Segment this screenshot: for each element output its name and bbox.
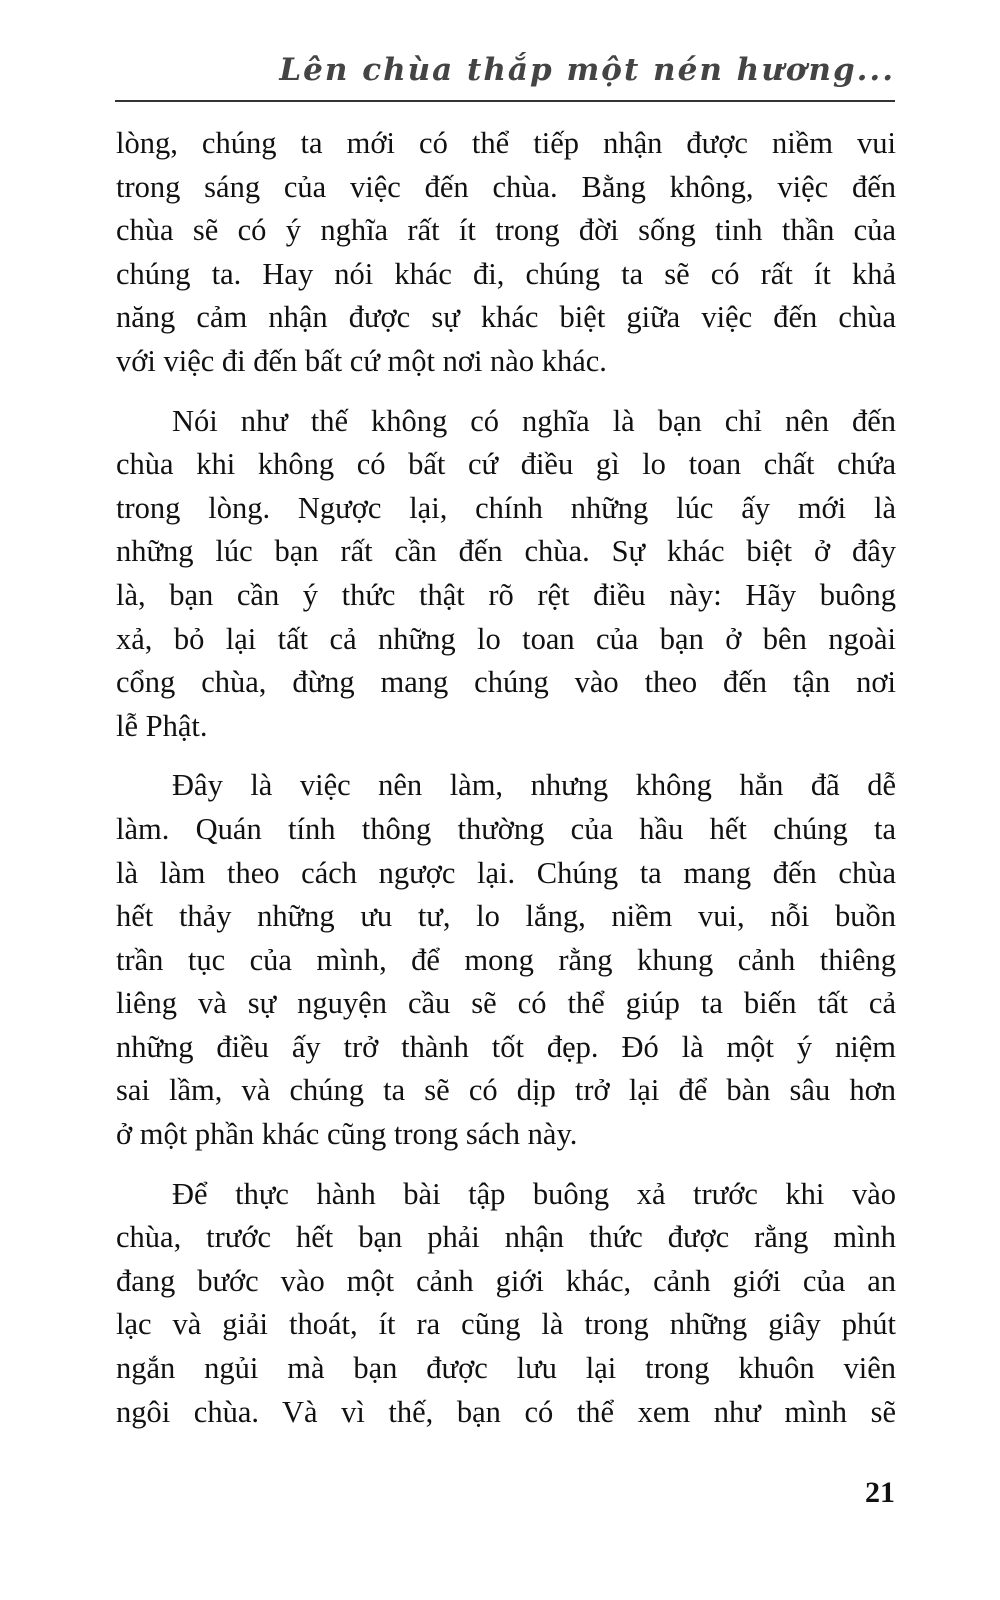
text-line: là làm theo cách ngược lại. Chúng ta mang đến chùa xyxy=(116,855,896,890)
text-line: hết thảy những ưu tư, lo lắng, niềm vui, nỗi buồn xyxy=(116,899,896,934)
text-line: lòng, chúng ta mới có thể tiếp nhận được niềm vui xyxy=(116,126,896,160)
text-line: chùa khi không có bất cứ điều gì lo toan chất chứa xyxy=(116,447,896,482)
text-line: trong sáng của việc đến chùa. Bằng không, việc đến xyxy=(116,169,896,204)
text-line: những điều ấy trở thành tốt đẹp. Đó là một ý niệm xyxy=(116,1029,896,1064)
text-line: những lúc bạn rất cần đến chùa. Sự khác biệt ở đây xyxy=(116,534,896,569)
text-line: Để thực hành bài tập buông xả trước khi vào xyxy=(172,1176,896,1211)
text-line: năng cảm nhận được sự khác biệt giữa việc đến chùa xyxy=(116,300,896,335)
paragraph-1 xyxy=(116,122,896,384)
paragraph-2 xyxy=(116,400,896,749)
paragraph-3 xyxy=(116,764,896,1156)
text-line: với việc đi đến bất cứ một nơi nào khác. xyxy=(116,343,607,378)
body-text xyxy=(116,122,896,1434)
text-line: xả, bỏ lại tất cả những lo toan của bạn ở bên ngoài xyxy=(116,621,896,656)
text-line: trần tục của mình, để mong rằng khung cảnh thiêng xyxy=(116,942,896,977)
text-line: cổng chùa, đừng mang chúng vào theo đến tận nơi xyxy=(116,665,896,700)
text-line: ngắn ngủi mà bạn được lưu lại trong khuôn viên xyxy=(116,1351,896,1386)
text-line: Đây là việc nên làm, nhưng không hẳn đã dễ xyxy=(172,768,896,803)
paragraph-4 xyxy=(116,1173,896,1435)
text-line: Nói như thế không có nghĩa là bạn chỉ nên đến xyxy=(172,403,896,438)
running-header-title: Lên chùa thắp một nén hương... xyxy=(279,52,895,88)
text-line: đang bước vào một cảnh giới khác, cảnh giới của an xyxy=(116,1263,896,1298)
text-line: liêng và sự nguyện cầu sẽ có thể giúp ta biến tất cả xyxy=(116,986,896,1021)
text-line: ở một phần khác cũng trong sách này. xyxy=(116,1117,578,1152)
text-line: chùa, trước hết bạn phải nhận thức được rằng mình xyxy=(116,1220,896,1255)
text-line: ngôi chùa. Và vì thế, bạn có thể xem như mình sẽ xyxy=(116,1394,896,1429)
header-rule xyxy=(115,100,895,102)
text-line: là, bạn cần ý thức thật rõ rệt điều này: Hãy buông xyxy=(116,577,896,612)
text-line: chúng ta. Hay nói khác đi, chúng ta sẽ có rất ít khả xyxy=(116,256,896,291)
text-line: sai lầm, và chúng ta sẽ có dịp trở lại để bàn sâu hơn xyxy=(116,1073,896,1108)
text-line: làm. Quán tính thông thường của hầu hết chúng ta xyxy=(116,811,896,846)
text-line: lễ Phật. xyxy=(116,708,208,743)
text-line: lạc và giải thoát, ít ra cũng là trong những giây phút xyxy=(116,1307,896,1342)
page-number: 21 xyxy=(865,1476,895,1509)
text-line: trong lòng. Ngược lại, chính những lúc ấy mới là xyxy=(116,490,896,525)
text-line: chùa sẽ có ý nghĩa rất ít trong đời sống tinh thần của xyxy=(116,213,896,248)
